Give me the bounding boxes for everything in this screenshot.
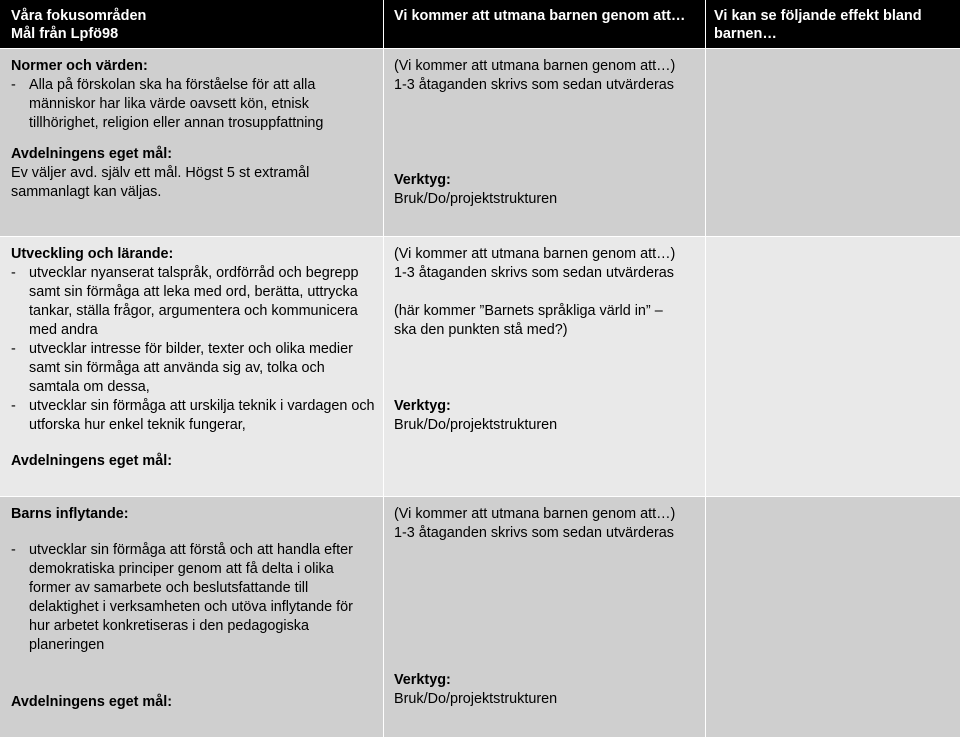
- development-bullet-list: [11, 264, 375, 435]
- influence-title: Barns inflytande:: [11, 506, 129, 522]
- row-development-goals: [0, 237, 384, 497]
- development-challenge-line1: (Vi kommer att utmana barnen genom att…): [394, 246, 676, 262]
- norms-own-goal-text-2: sammanlagt kan väljas.: [11, 184, 162, 200]
- header-focus-areas: [0, 0, 384, 49]
- row-norms-effect: [706, 49, 960, 237]
- influence-own-goal-label: Avdelningens eget mål:: [11, 694, 172, 710]
- row-influence-challenge: [384, 497, 706, 737]
- influence-bullet-1: - utvecklar sin förmåga att förstå och att handla efter demokratiska principer genom att få delta i olika former av samarbete och beslutsfattande till delaktighet i verksamheten och utöva inflytande för hur arbetet konkretiseras i den pedagogiska planeringen: [11, 541, 369, 655]
- header-col3-line2: barnen…: [714, 26, 777, 42]
- row-development-challenge: [384, 237, 706, 497]
- row-norms-challenge: [384, 49, 706, 237]
- header-col2-text: Vi kommer att utmana barnen genom att…: [394, 8, 686, 24]
- header-effect: [706, 0, 960, 49]
- influence-challenge-line1: (Vi kommer att utmana barnen genom att…): [394, 506, 676, 522]
- influence-challenge-line2: 1-3 åtaganden skrivs som sedan utvärderas: [394, 525, 674, 541]
- development-tool-text: Bruk/Do/projektstrukturen: [394, 417, 558, 433]
- development-bullet-3: - utvecklar sin förmåga att urskilja teknik i vardagen och utforska hur enkel teknik fungerar,: [11, 397, 384, 435]
- norms-challenge-line1: (Vi kommer att utmana barnen genom att…): [394, 58, 676, 74]
- row-influence-goals: [0, 497, 384, 737]
- norms-challenge-line2: 1-3 åtaganden skrivs som sedan utvärderas: [394, 77, 674, 93]
- development-own-goal-label: Avdelningens eget mål:: [11, 453, 172, 469]
- row-norms-goals: [0, 49, 384, 237]
- influence-bullet-list: [11, 541, 375, 655]
- norms-own-goal-text-1: Ev väljer avd. själv ett mål. Högst 5 st extramål: [11, 165, 310, 181]
- development-bullet-1: - utvecklar nyanserat talspråk, ordförråd och begrepp samt sin förmåga att leka med ord, berätta, uttrycka tankar, ställa frågor, argumentera och kommunicera med andra: [11, 264, 384, 340]
- norms-tool-label: Verktyg:: [394, 172, 451, 188]
- influence-tool-label: Verktyg:: [394, 672, 451, 688]
- development-title: Utveckling och lärande:: [11, 246, 174, 262]
- row-influence-effect: [706, 497, 960, 737]
- row-development-effect: [706, 237, 960, 497]
- norms-tool-text: Bruk/Do/projektstrukturen: [394, 191, 558, 207]
- development-tool-label: Verktyg:: [394, 398, 451, 414]
- norms-own-goal-label: Avdelningens eget mål:: [11, 146, 172, 162]
- influence-tool-text: Bruk/Do/projektstrukturen: [394, 691, 558, 707]
- development-challenge-line2: 1-3 åtaganden skrivs som sedan utvärderas: [394, 265, 674, 281]
- norms-title: Normer och värden:: [11, 58, 148, 74]
- norms-bullet-list: [11, 76, 375, 133]
- development-note-line1: (här kommer ”Barnets språkliga värld in” –: [394, 303, 663, 319]
- header-col1-line1: Våra fokusområden: [11, 8, 147, 24]
- header-col1-line2: Mål från Lpfö98: [11, 26, 119, 42]
- norms-bullet-1: - Alla på förskolan ska ha förståelse för att alla människor har lika värde oavsett kön, etnisk tillhörighet, religion eller annan trosuppfattning: [11, 76, 339, 133]
- development-bullet-2: - utvecklar intresse för bilder, texter och olika medier samt sin förmåga att använda sig av, tolka och samtala om dessa,: [11, 340, 379, 397]
- header-challenge: [384, 0, 706, 49]
- development-note-line2: ska den punkten stå med?): [394, 322, 568, 338]
- header-col3-line1: Vi kan se följande effekt bland: [714, 8, 922, 24]
